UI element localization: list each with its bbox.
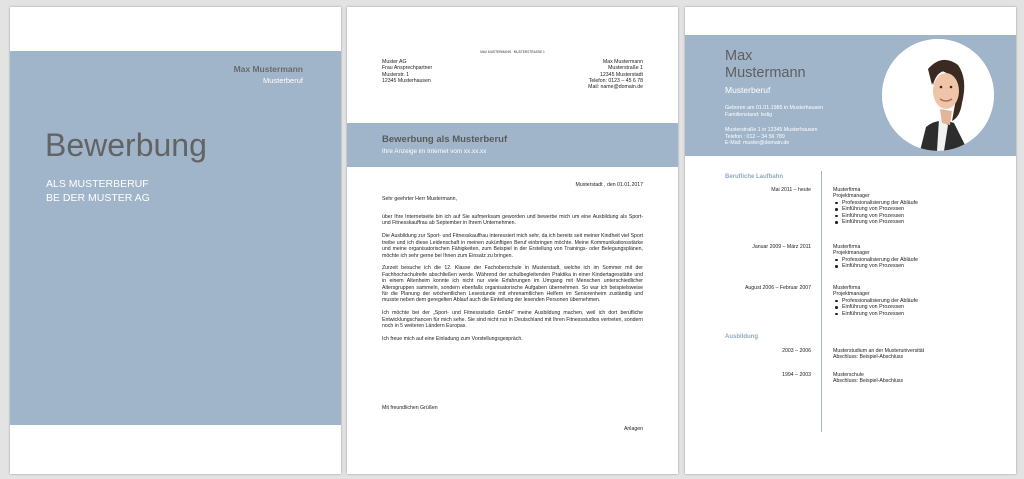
sender-line: Musterstraße 1 [608,65,643,72]
sender-line: Telefon: 0123 – 45 6 78 [588,77,643,84]
career-period: Mai 2011 – heute [771,187,811,193]
education-entry [833,372,903,385]
letter-paragraph: Die Ausbildung zur Sport- und Fitnesskauffrau interessiert mich sehr, da ich bereits seit meiner Kindheit viel Sport treibe und ich diese Leidenschaft in meinen zukünftigen Beruf einbringen möchte. Meine Kommunikationsstärke und meine organisatorischen Fähigkeiten, zum Beispiel in der Erstellung von Trainings- oder Belegungsplänen, möchte ich sehr gerne bei Ihnen zum Einsatz zu bringen. [382,233,643,259]
career-tasks [833,257,918,270]
career-period: August 2006 – Februar 2007 [744,285,811,291]
career-period: Januar 2009 – März 2011 [752,244,811,250]
letter-return-line: MAX MUSTERMANN · MUSTERSTRASSE 1 [480,50,545,54]
letter-salutation: Sehr geehrter Herr Mustermann, [382,196,457,202]
letter-paragraph: Ich freue mich auf eine Einladung zum Vorstellungsgespräch. [382,336,523,343]
career-task: Professionalisierung der Abläufe [833,298,918,305]
career-entry [833,285,918,317]
career-task: Einführung von Prozessen [833,263,918,270]
recipient-line: Musterstr. 1 [382,71,410,78]
cv-personal [725,105,823,118]
cover-heading: Bewerbung [45,127,207,163]
cv-section-career: Berufliche Laufbahn [725,174,784,180]
cv-page [685,7,1016,474]
career-tasks [833,298,918,318]
education-entry [833,348,924,361]
career-role: Projektmanager [833,291,870,298]
cv-contact [725,127,817,147]
cover-profession: Musterberuf [262,76,303,85]
career-company: Musterfirma [833,244,861,250]
cover-page [10,7,341,474]
letter-recipient [382,59,432,84]
cv-personal-line: Familienstand: ledig [725,111,773,118]
education-degree: Abschluss: Beispiel-Abschluss [833,354,904,361]
career-tasks [833,200,918,226]
cover-subheading-1: ALS MUSTERBERUF [46,178,149,190]
sender-line: Max Mustermann [602,59,643,65]
career-company: Musterfirma [833,285,861,291]
letter-date: Musterstadt , den 01.01.2017 [575,182,643,188]
career-role: Projektmanager [833,193,870,200]
cv-timeline-divider [821,171,822,432]
education-title: Musterstudium an der Musteruniversität [833,348,925,354]
cv-first-name: Max [725,48,753,64]
letter-page [347,7,678,474]
letter-subject-sub: Ihre Anzeige im Internet vom xx.xx.xx [382,148,487,155]
letter-attachments: Anlagen [623,426,643,432]
education-period: 2003 – 2006 [782,348,811,354]
career-task: Einführung von Prozessen [833,311,918,318]
person-photo-icon [882,39,994,151]
cv-contact-line: E-Mail: muster@domain.de [725,140,790,146]
career-task: Einführung von Prozessen [833,219,918,226]
cv-section-education: Ausbildung [725,334,758,340]
career-entry [833,187,918,226]
recipient-line: Muster AG [382,59,407,65]
career-role: Projektmanager [833,250,870,257]
letter-paragraph: Ich möchte bei der „Sport- und Fitnessstudio GmbH“ meine Ausbildung machen, weil ich dort berufliche Entwicklungschancen für mich sehe. Sie sind nicht nur in Deutschland mit Ihren Fitnessstudios vertreten, sondern noch in 5 weiteren Ländern Europas. [382,310,643,330]
cv-contact-line: Musterstraße 1 in 12345 Musterhausen [725,127,818,133]
education-period: 1994 – 2003 [782,372,811,378]
letter-closing: Mit freundlichen Grüßen [382,405,438,411]
recipient-line: Frau Ansprechpartner [382,65,433,72]
career-task: Einführung von Prozessen [833,213,918,220]
cv-photo [882,39,994,151]
cv-profession: Musterberuf [725,85,771,95]
cv-contact-line: Telefon : 012 – 34 56 789 [725,133,785,140]
career-task: Professionalisierung der Abläufe [833,200,918,207]
career-company: Musterfirma [833,187,861,193]
letter-paragraph: Zurzeit besuche ich die 12. Klasse der Fachoberschule in Musterstadt, welche ich im Sommer mit der Fachhochschulreife abschließen werde. Während der schulbegleitenden Praktika in einer Kindertagesstätte und in einem Altenheim konnte ich nicht nur viele Erfahrungen im Umgang mit Menschen unterschiedlicher Altersgruppen sammeln, sondern ebenfalls organisatorische Aufgaben übernehmen. So war ich beispielsweise für die Planung der wöchentlichen Lesestunde mit ehrenamtlichen Helfern im Seniorenheim zuständig und musste neben dem geregelten Ablauf auch die Einteilung der lesenden Personen übernehmen. [382,265,643,304]
letter-subject: Bewerbung als Musterberuf [382,134,508,145]
education-degree: Abschluss: Beispiel-Abschluss [833,378,904,385]
cover-subheading-2: BE DER MUSTER AG [46,192,150,204]
cv-personal-line: Geboren am 01.01.1985 in Musterhausen [725,105,824,111]
cover-band [10,51,341,425]
career-entry [833,244,918,270]
cover-name: Max Mustermann [233,64,303,74]
cv-last-name: Mustermann [725,65,806,81]
career-task: Einführung von Prozessen [833,304,918,311]
letter-body [382,214,643,343]
letter-paragraph: über Ihre Internetseite bin ich auf Sie aufmerksam geworden und bewerbe mich um eine Ausbildung als Sport- und Fitnesskauffrau ab September in Ihrem Unternehmen. [382,214,643,227]
sender-line: 12345 Musterstadt [600,71,643,78]
recipient-line: 12345 Musterhausen [382,77,431,84]
sender-line: Mail: name@domain.de [588,84,643,91]
career-task: Einführung von Prozessen [833,206,918,213]
education-title: Musterschule [833,372,864,378]
letter-sender [588,59,643,90]
career-task: Professionalisierung der Abläufe [833,257,918,264]
letter-subject-band [347,123,678,167]
